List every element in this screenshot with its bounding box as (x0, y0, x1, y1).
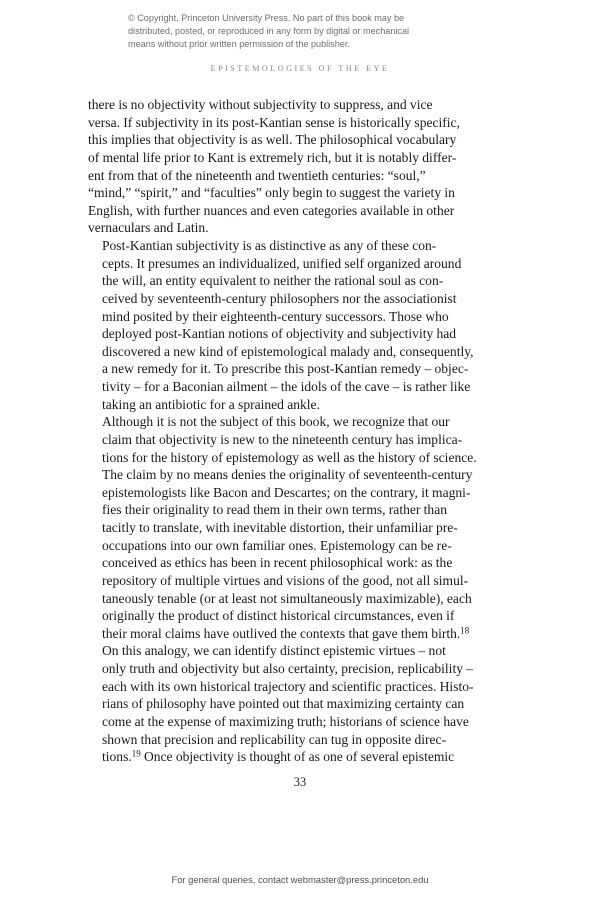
body-paragraph (88, 642, 489, 765)
text-line-content: their moral claims have outlived the contexts that gave them birth. (102, 625, 461, 641)
text-line: tions for the history of epistemology as well as the history of science. (102, 449, 477, 465)
text-line: tivity – for a Baconian ailment – the idols of the cave – is rather like (102, 379, 471, 394)
text-line: fies their originality to read them in their own terms, rather than (102, 502, 447, 518)
text-line: only truth and objectivity but also certainty, precision, replicability – (102, 661, 474, 676)
text-line (88, 748, 489, 766)
text-line-tail: Once objectivity is thought of as one of several epistemic (140, 749, 455, 765)
text-line: On this analogy, we can identify distinct epistemic virtues – not (102, 643, 446, 659)
running-head: EPISTEMOLOGIES OF THE EYE (210, 64, 390, 73)
footnote-reference[interactable]: 18 (460, 625, 470, 636)
copyright-notice-line: © Copyright, Princeton University Press. No part of this book may be (128, 13, 405, 23)
text-line: shown that precision and replicability can tug in opposite direc- (102, 731, 447, 747)
text-line: The claim by no means denies the originality of seventeenth-century (102, 467, 473, 483)
footnote-reference[interactable]: 19 (131, 748, 141, 759)
text-line: discovered a new kind of epistemological malady and, consequently, (102, 343, 474, 359)
text-line: originally the product of distinct historical circumstances, even if (102, 608, 455, 624)
text-line-content: tions. (102, 749, 132, 765)
text-line: a new remedy for it. To prescribe this post-Kantian remedy – objec- (102, 361, 469, 377)
text-line: cepts. It presumes an individualized, unified self organized around (102, 255, 462, 271)
text-line: taking an antibiotic for a sprained ankle. (102, 396, 320, 412)
body-paragraph (88, 96, 489, 237)
text-line: repository of multiple virtues and visions of the good, not all simul- (102, 572, 469, 588)
text-line (88, 625, 489, 643)
body-text-block (88, 96, 489, 766)
text-line: of mental life prior to Kant is extremely rich, but it is notably differ- (88, 149, 457, 165)
copyright-notice-line: means without prior written permission of the publisher. (128, 39, 350, 50)
text-line: this implies that objectivity is as well. The philosophical vocabulary (88, 132, 457, 148)
text-line: ent from that of the nineteenth and twentieth centuries: “soul,” (88, 167, 426, 183)
text-line: come at the expense of maximizing truth; historians of science have (102, 713, 469, 729)
text-line: vernaculars and Latin. (88, 220, 209, 236)
text-line: each with its own historical trajectory and scientific practices. Histo- (102, 678, 474, 694)
text-line: Post-Kantian subjectivity is as distinctive as any of these con- (102, 238, 437, 253)
text-line: English, with further nuances and even categories available in other (88, 202, 455, 218)
copyright-notice (128, 12, 476, 52)
body-paragraph (88, 237, 489, 413)
page-number: 33 (293, 775, 307, 789)
text-line: there is no objectivity without subjectivity to suppress, and vice (88, 97, 433, 112)
text-line: epistemologists like Bacon and Descartes; on the contrary, it magni- (102, 484, 471, 500)
text-line: claim that objectivity is new to the nineteenth century has implica- (102, 431, 463, 447)
text-line: taneously tenable (or at least not simultaneously maximizable), each (102, 590, 472, 606)
copyright-notice-line: distributed, posted, or reproduced in any form by digital or mechanical (128, 26, 410, 37)
text-line: mind posited by their eighteenth-century successors. Those who (102, 308, 449, 324)
text-line: “mind,” “spirit,” and “faculties” only begin to suggest the variety in (88, 185, 455, 201)
text-line: occupations into our own familiar ones. Epistemology can be re- (102, 537, 452, 553)
text-line: rians of philosophy have pointed out that maximizing certainty can (102, 696, 465, 712)
text-line: ceived by seventeenth-century philosophers nor the associationist (102, 290, 457, 306)
text-line: Although it is not the subject of this book, we recognize that our (102, 414, 450, 430)
body-paragraph (88, 413, 489, 642)
text-line: tacitly to translate, with inevitable distortion, their unfamiliar pre- (102, 520, 458, 535)
text-line: the will, an entity equivalent to neither the rational soul as con- (102, 273, 444, 289)
text-line: deployed post-Kantian notions of objectivity and subjectivity had (102, 326, 457, 342)
text-line: conceived as ethics has been in recent philosophical work: as the (102, 555, 453, 571)
text-line: versa. If subjectivity in its post-Kantian sense is historically specific, (88, 114, 460, 130)
footer-query-line: For general queries, contact webmaster@press.princeton.edu (171, 874, 429, 885)
